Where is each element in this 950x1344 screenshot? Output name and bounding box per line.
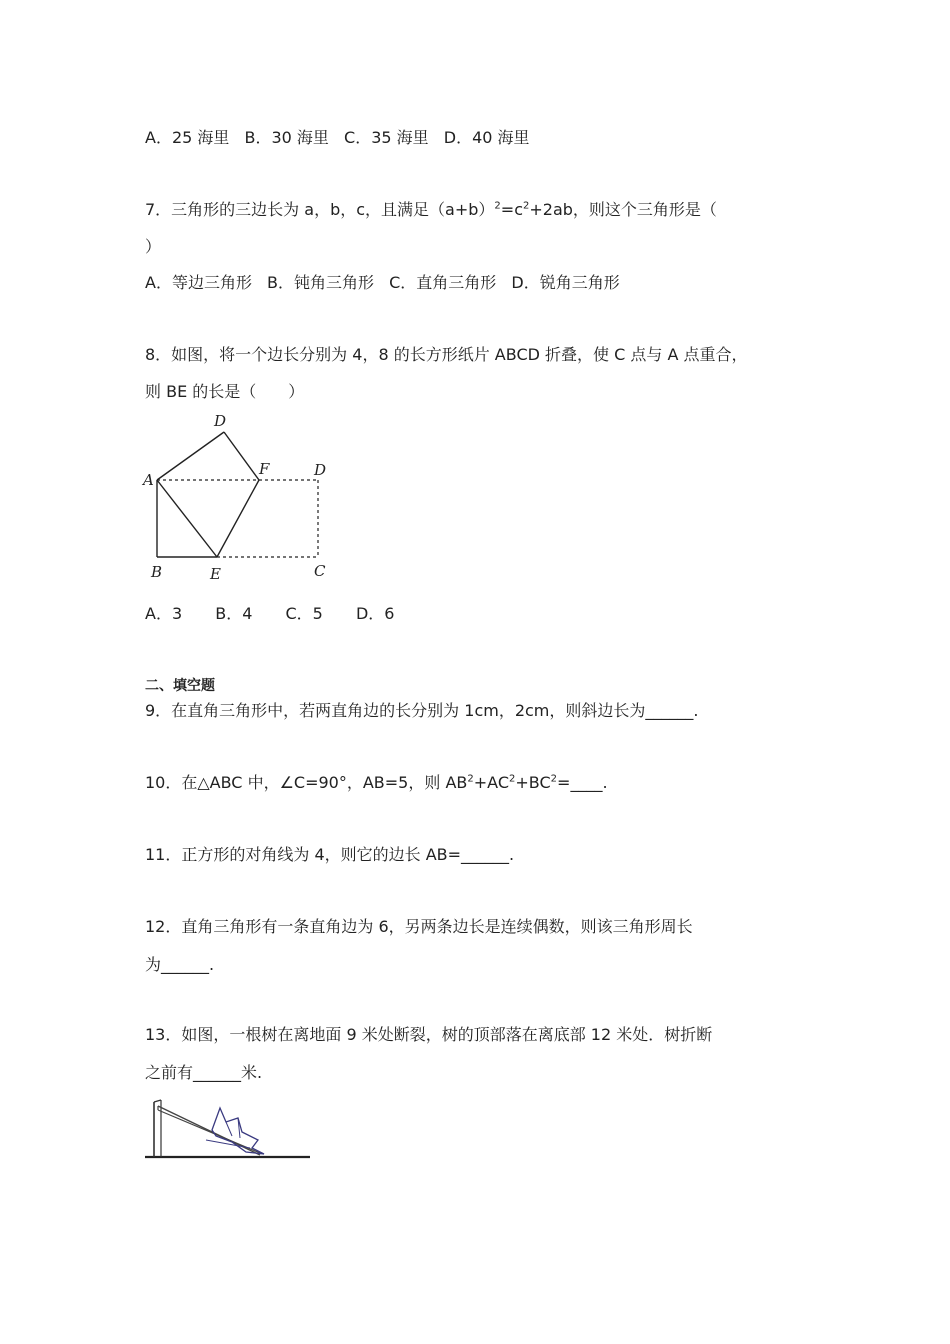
q7-option-d: D．锐角三角形 xyxy=(511,273,620,292)
label-b: B xyxy=(151,563,163,581)
tree-crown xyxy=(212,1108,264,1154)
label-c: C xyxy=(314,562,326,580)
q8-fold-diagram xyxy=(138,408,338,588)
q6-option-c: C．35 海里 xyxy=(344,128,429,147)
q7-stem-line2: ） xyxy=(145,237,162,256)
q13-broken-tree-diagram xyxy=(140,1092,315,1164)
label-d-right: D xyxy=(314,461,327,479)
q13-stem-line2: 之前有______米. xyxy=(145,1063,263,1082)
q7-option-a: A．等边三角形 xyxy=(145,273,252,292)
q8-stem-line2: 则 BE 的长是（ ） xyxy=(145,382,305,401)
section-title-fill-in: 二、填空题 xyxy=(145,678,215,694)
q8-options xyxy=(145,604,394,624)
q13-stem: 13．如图，一根树在离地面 9 米处断裂，树的顶部落在离底部 12 米处．树折断 xyxy=(145,1025,713,1044)
q6-option-d: D．40 海里 xyxy=(443,128,530,147)
q6-option-b: B．30 海里 xyxy=(244,128,329,147)
q11-stem: 11．正方形的对角线为 4，则它的边长 AB=______. xyxy=(145,845,515,864)
q12-stem: 12．直角三角形有一条直角边为 6，另两条边长是连续偶数，则该三角形周长 xyxy=(145,917,693,936)
q9-stem: 9．在直角三角形中，若两直角边的长分别为 1cm，2cm，则斜边长为______. xyxy=(145,701,699,720)
fallen-trunk xyxy=(158,1106,260,1155)
crease-ef xyxy=(217,480,259,557)
q8-option-d: D．6 xyxy=(355,604,395,623)
segment-ae xyxy=(157,480,217,557)
segment-df-folded xyxy=(224,432,259,480)
q7-options xyxy=(145,273,630,293)
label-e: E xyxy=(210,565,221,583)
label-a: A xyxy=(143,471,154,489)
q7-option-b: B．钝角三角形 xyxy=(267,273,375,292)
q8-option-a: A．3 xyxy=(145,604,183,623)
q10-stem: 10．在△ABC 中，∠C=90°，AB=5，则 $AB^2+AC^2+BC^2=\_\_\_\_$. xyxy=(145,773,608,792)
q8-option-b: B．4 xyxy=(215,604,253,623)
label-d-top: D xyxy=(214,412,227,430)
q6-options xyxy=(145,128,540,148)
q8-option-c: C．5 xyxy=(285,604,323,623)
q8-stem: 8．如图，将一个边长分别为 4，8 的长方形纸片 ABCD 折叠，使 C 点与 A 点重合， xyxy=(145,345,748,364)
segment-ad-folded xyxy=(157,432,224,480)
q12-stem-line2: 为______. xyxy=(145,955,215,974)
q7-option-c: C．直角三角形 xyxy=(389,273,497,292)
label-f: F xyxy=(259,460,270,478)
q6-option-a: A．25 海里 xyxy=(145,128,230,147)
q7-stem: 7．三角形的三边长为 a，b，c，且满足$(a+b)^2=c^2+2ab$，则这个三角形是（ xyxy=(145,200,717,219)
